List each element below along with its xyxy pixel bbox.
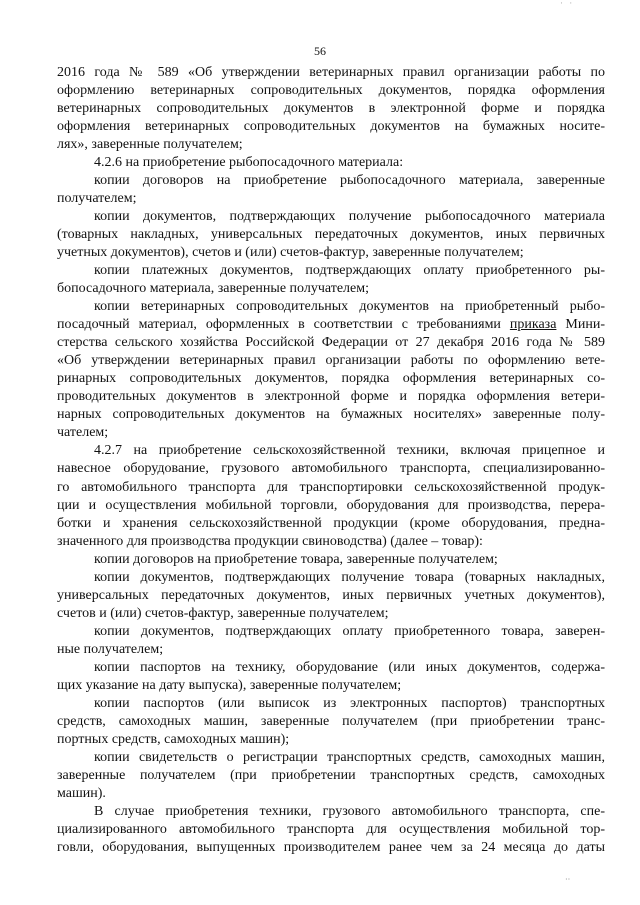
text-line: 4.2.7 на приобретение сельскохозяйственной техники, включая прицепное и <box>94 443 605 459</box>
text-line: оформлению ветеринарных сопроводительных документов, порядка оформления <box>57 83 605 98</box>
text-line: копии платежных документов, подтверждающих оплату приобретенного ры- <box>94 263 605 279</box>
text-fragment: Мини- <box>556 317 605 333</box>
order-link[interactable]: приказа <box>509 317 557 333</box>
scan-mark: · · <box>560 0 575 8</box>
text-line: значенного для производства продукции свиноводства) (далее – товар): <box>57 533 483 549</box>
text-line: копии документов, подтверждающих оплату приобретенного товара, заверен- <box>94 623 605 639</box>
text-line: «Об утверждении ветеринарных правил организации работы по оформлению вете- <box>57 353 605 369</box>
text-fragment: посадочный материал, оформленных в соответствии с требованиями <box>57 317 510 333</box>
text-line: ветеринарных сопроводительных документов в электронной форме и порядка <box>57 101 605 116</box>
scan-mark: ·· <box>565 875 571 884</box>
text-line: портных средств, самоходных машин); <box>57 731 290 747</box>
text-line: машин). <box>57 785 106 801</box>
text-line: копии паспортов (или выписок из электронных паспортов) транспортных <box>94 695 605 711</box>
text-line: ные получателем; <box>57 641 164 657</box>
text-line: говли, оборудования, выпущенных производителем ранее чем за 24 месяца до даты <box>57 839 605 855</box>
text-line: копии договоров на приобретение товара, заверенные получателем; <box>94 551 498 567</box>
text-line: бопосадочного материала, заверенные получателем; <box>57 281 369 297</box>
text-line: (товарных накладных, универсальных передаточных документов, иных первичных <box>57 227 605 243</box>
text-line <box>57 316 605 333</box>
text-line: В случае приобретения техники, грузового автомобильного транспорта, спе- <box>94 803 605 819</box>
text-line: ботки и хранения сельскохозяйственной продукции (кроме оборудования, предна- <box>57 515 605 531</box>
text-line: щих указание на дату выпуска), заверенные получателем; <box>57 677 402 693</box>
text-line: 4.2.6 на приобретение рыбопосадочного материала: <box>94 155 404 171</box>
text-line: средств, самоходных машин, заверенные получателем (при приобретении транс- <box>57 713 605 729</box>
text-line: копии документов, подтверждающих получение рыбопосадочного материала <box>94 209 605 225</box>
text-line: чателем; <box>57 425 109 441</box>
text-line: универсальных передаточных документов, иных первичных учетных документов), <box>57 587 605 603</box>
text-line: оформления ветеринарных сопроводительных документов на бумажных носите- <box>57 119 605 135</box>
text-line: нарных сопроводительных документов на бумажных носителях» заверенные полу- <box>57 407 605 423</box>
text-line: получателем; <box>57 191 137 207</box>
text-line: заверенные получателем (при приобретении транспортных средств, самоходных <box>57 767 605 783</box>
text-line: проводительных документов в электронной форме и порядка оформления ветери- <box>57 389 605 405</box>
text-line: копии ветеринарных сопроводительных документов на приобретенный рыбо- <box>94 299 605 315</box>
text-line: ринарных сопроводительных документов, порядка оформления ветеринарных со- <box>57 371 605 387</box>
text-line: ции и осуществления мобильной торговли, оборудования для производства, перера- <box>57 497 605 513</box>
text-line: копии паспортов на технику, оборудование (или иных документов, содержа- <box>94 659 605 675</box>
page-number: 56 <box>314 44 326 58</box>
text-line: навесное оборудование, грузового автомобильного транспорта, специализированно- <box>57 461 605 477</box>
text-line: го автомобильного транспорта для транспортировки сельскохозяйственной продук- <box>57 479 605 495</box>
text-line: лях», заверенные получателем; <box>57 137 243 153</box>
text-line: копии договоров на приобретение рыбопосадочного материала, заверенные <box>94 173 605 189</box>
text-line: стерства сельского хозяйства Российской Федерации от 27 декабря 2016 года № 589 <box>57 335 605 351</box>
text-line: счетов и (или) счетов-фактур, заверенные получателем; <box>57 605 389 621</box>
text-line: циализированного автомобильного транспорта для осуществления мобильной тор- <box>57 821 605 837</box>
text-line: копии документов, подтверждающих получение товара (товарных накладных, <box>94 569 605 585</box>
text-line: копии свидетельств о регистрации транспортных средств, самоходных машин, <box>94 749 605 765</box>
text-line: учетных документов), счетов и (или) счетов-фактур, заверенные получателем; <box>57 245 524 261</box>
text-line: 2016 года № 589 «Об утверждении ветеринарных правил организации работы по <box>57 65 605 80</box>
